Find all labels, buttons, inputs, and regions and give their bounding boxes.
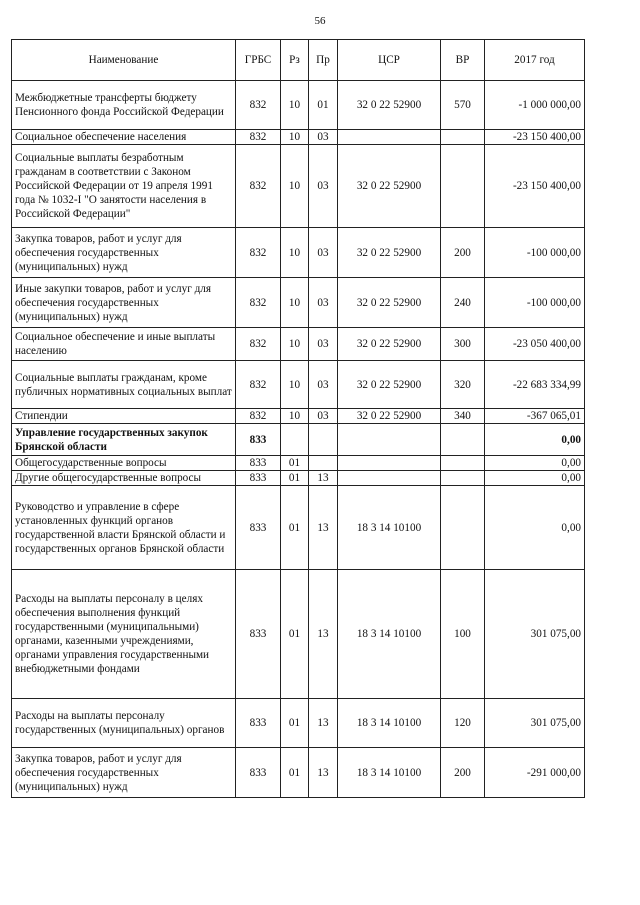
header-pr: Пр bbox=[309, 40, 338, 81]
header-row bbox=[12, 40, 585, 81]
cell-csr: 18 3 14 10100 bbox=[338, 570, 441, 699]
cell-grbs: 832 bbox=[236, 130, 281, 145]
cell-grbs: 833 bbox=[236, 486, 281, 570]
cell-pr: 13 bbox=[309, 471, 338, 486]
cell-amount: 0,00 bbox=[485, 471, 585, 486]
cell-csr: 32 0 22 52900 bbox=[338, 145, 441, 228]
cell-grbs: 832 bbox=[236, 81, 281, 130]
table-row bbox=[12, 130, 585, 145]
cell-name: Иные закупки товаров, работ и услуг для обеспечения государственных (муниципальных) нужд bbox=[12, 278, 236, 328]
cell-pr: 13 bbox=[309, 748, 338, 798]
cell-name: Другие общегосударственные вопросы bbox=[12, 471, 236, 486]
cell-grbs: 832 bbox=[236, 328, 281, 361]
cell-csr bbox=[338, 130, 441, 145]
cell-rz: 01 bbox=[281, 471, 309, 486]
table-row bbox=[12, 409, 585, 424]
cell-name: Расходы на выплаты персоналу государственных (муниципальных) органов bbox=[12, 699, 236, 748]
cell-name: Управление государственных закупок Брянской области bbox=[12, 424, 236, 456]
cell-amount: -100 000,00 bbox=[485, 228, 585, 278]
cell-amount: 0,00 bbox=[485, 424, 585, 456]
cell-csr: 32 0 22 52900 bbox=[338, 81, 441, 130]
cell-grbs: 833 bbox=[236, 699, 281, 748]
cell-vr: 200 bbox=[441, 748, 485, 798]
cell-grbs: 832 bbox=[236, 409, 281, 424]
cell-amount: -1 000 000,00 bbox=[485, 81, 585, 130]
cell-rz: 01 bbox=[281, 486, 309, 570]
cell-vr bbox=[441, 486, 485, 570]
cell-pr: 03 bbox=[309, 328, 338, 361]
cell-vr: 120 bbox=[441, 699, 485, 748]
cell-amount: -23 050 400,00 bbox=[485, 328, 585, 361]
cell-name: Социальное обеспечение населения bbox=[12, 130, 236, 145]
cell-pr bbox=[309, 424, 338, 456]
cell-grbs: 832 bbox=[236, 361, 281, 409]
budget-table bbox=[11, 39, 585, 798]
cell-pr: 13 bbox=[309, 570, 338, 699]
cell-pr: 13 bbox=[309, 699, 338, 748]
cell-name: Руководство и управление в сфере установленных функций органов государственной власти Брянской области и государственных органов Брянской области bbox=[12, 486, 236, 570]
cell-csr: 32 0 22 52900 bbox=[338, 228, 441, 278]
cell-amount: 0,00 bbox=[485, 456, 585, 471]
cell-csr bbox=[338, 456, 441, 471]
cell-pr: 03 bbox=[309, 130, 338, 145]
header-csr: ЦСР bbox=[338, 40, 441, 81]
cell-rz: 10 bbox=[281, 278, 309, 328]
table-row bbox=[12, 228, 585, 278]
cell-amount: -291 000,00 bbox=[485, 748, 585, 798]
cell-csr: 32 0 22 52900 bbox=[338, 361, 441, 409]
cell-amount: 301 075,00 bbox=[485, 570, 585, 699]
table-row bbox=[12, 570, 585, 699]
header-rz: Рз bbox=[281, 40, 309, 81]
table-row bbox=[12, 748, 585, 798]
table-row bbox=[12, 456, 585, 471]
table-row bbox=[12, 424, 585, 456]
cell-vr bbox=[441, 456, 485, 471]
cell-vr bbox=[441, 145, 485, 228]
cell-grbs: 833 bbox=[236, 748, 281, 798]
cell-vr bbox=[441, 424, 485, 456]
cell-vr: 200 bbox=[441, 228, 485, 278]
cell-vr: 320 bbox=[441, 361, 485, 409]
header-vr: ВР bbox=[441, 40, 485, 81]
table-row bbox=[12, 81, 585, 130]
cell-name: Социальные выплаты безработным гражданам в соответствии с Законом Российской Федерации от 19 апреля 1991 года № 1032-I "О занятости населения в Российской Федерации" bbox=[12, 145, 236, 228]
cell-pr: 03 bbox=[309, 228, 338, 278]
cell-csr bbox=[338, 471, 441, 486]
cell-pr: 13 bbox=[309, 486, 338, 570]
cell-vr bbox=[441, 130, 485, 145]
cell-rz: 10 bbox=[281, 409, 309, 424]
cell-grbs: 833 bbox=[236, 471, 281, 486]
cell-rz: 10 bbox=[281, 328, 309, 361]
header-year: 2017 год bbox=[485, 40, 585, 81]
cell-rz: 10 bbox=[281, 81, 309, 130]
cell-name: Закупка товаров, работ и услуг для обеспечения государственных (муниципальных) нужд bbox=[12, 228, 236, 278]
cell-vr: 240 bbox=[441, 278, 485, 328]
cell-grbs: 832 bbox=[236, 278, 281, 328]
cell-grbs: 833 bbox=[236, 456, 281, 471]
cell-rz: 10 bbox=[281, 361, 309, 409]
cell-name: Стипендии bbox=[12, 409, 236, 424]
table-row bbox=[12, 699, 585, 748]
header-name: Наименование bbox=[12, 40, 236, 81]
table-row bbox=[12, 471, 585, 486]
cell-rz: 10 bbox=[281, 228, 309, 278]
table-row bbox=[12, 145, 585, 228]
cell-name: Общегосударственные вопросы bbox=[12, 456, 236, 471]
cell-pr: 01 bbox=[309, 81, 338, 130]
table-row bbox=[12, 361, 585, 409]
cell-grbs: 833 bbox=[236, 424, 281, 456]
cell-vr: 570 bbox=[441, 81, 485, 130]
cell-rz: 01 bbox=[281, 699, 309, 748]
cell-vr: 300 bbox=[441, 328, 485, 361]
cell-csr: 18 3 14 10100 bbox=[338, 748, 441, 798]
cell-grbs: 832 bbox=[236, 145, 281, 228]
cell-amount: 301 075,00 bbox=[485, 699, 585, 748]
cell-csr: 18 3 14 10100 bbox=[338, 486, 441, 570]
cell-vr bbox=[441, 471, 485, 486]
cell-name: Закупка товаров, работ и услуг для обеспечения государственных (муниципальных) нужд bbox=[12, 748, 236, 798]
cell-rz: 01 bbox=[281, 456, 309, 471]
cell-amount: -22 683 334,99 bbox=[485, 361, 585, 409]
cell-amount: -23 150 400,00 bbox=[485, 130, 585, 145]
cell-csr: 32 0 22 52900 bbox=[338, 409, 441, 424]
cell-rz: 10 bbox=[281, 145, 309, 228]
cell-name: Межбюджетные трансферты бюджету Пенсионного фонда Российской Федерации bbox=[12, 81, 236, 130]
cell-rz: 01 bbox=[281, 748, 309, 798]
cell-pr: 03 bbox=[309, 278, 338, 328]
cell-amount: -367 065,01 bbox=[485, 409, 585, 424]
cell-rz bbox=[281, 424, 309, 456]
cell-rz: 10 bbox=[281, 130, 309, 145]
cell-amount: 0,00 bbox=[485, 486, 585, 570]
cell-csr bbox=[338, 424, 441, 456]
cell-grbs: 832 bbox=[236, 228, 281, 278]
cell-csr: 32 0 22 52900 bbox=[338, 328, 441, 361]
cell-pr: 03 bbox=[309, 409, 338, 424]
table-row bbox=[12, 328, 585, 361]
cell-name: Расходы на выплаты персоналу в целях обеспечения выполнения функций государственными (муниципальными) органами, казенными учреждениями, органами управления государственными внебюджетными фондами bbox=[12, 570, 236, 699]
cell-vr: 340 bbox=[441, 409, 485, 424]
cell-name: Социальные выплаты гражданам, кроме публичных нормативных социальных выплат bbox=[12, 361, 236, 409]
table-row bbox=[12, 278, 585, 328]
cell-amount: -100 000,00 bbox=[485, 278, 585, 328]
cell-pr bbox=[309, 456, 338, 471]
page-number: 56 bbox=[314, 15, 326, 27]
cell-pr: 03 bbox=[309, 361, 338, 409]
cell-grbs: 833 bbox=[236, 570, 281, 699]
table-row bbox=[12, 486, 585, 570]
cell-vr: 100 bbox=[441, 570, 485, 699]
cell-amount: -23 150 400,00 bbox=[485, 145, 585, 228]
cell-rz: 01 bbox=[281, 570, 309, 699]
cell-name: Социальное обеспечение и иные выплаты населению bbox=[12, 328, 236, 361]
cell-pr: 03 bbox=[309, 145, 338, 228]
header-grbs: ГРБС bbox=[236, 40, 281, 81]
cell-csr: 32 0 22 52900 bbox=[338, 278, 441, 328]
cell-csr: 18 3 14 10100 bbox=[338, 699, 441, 748]
